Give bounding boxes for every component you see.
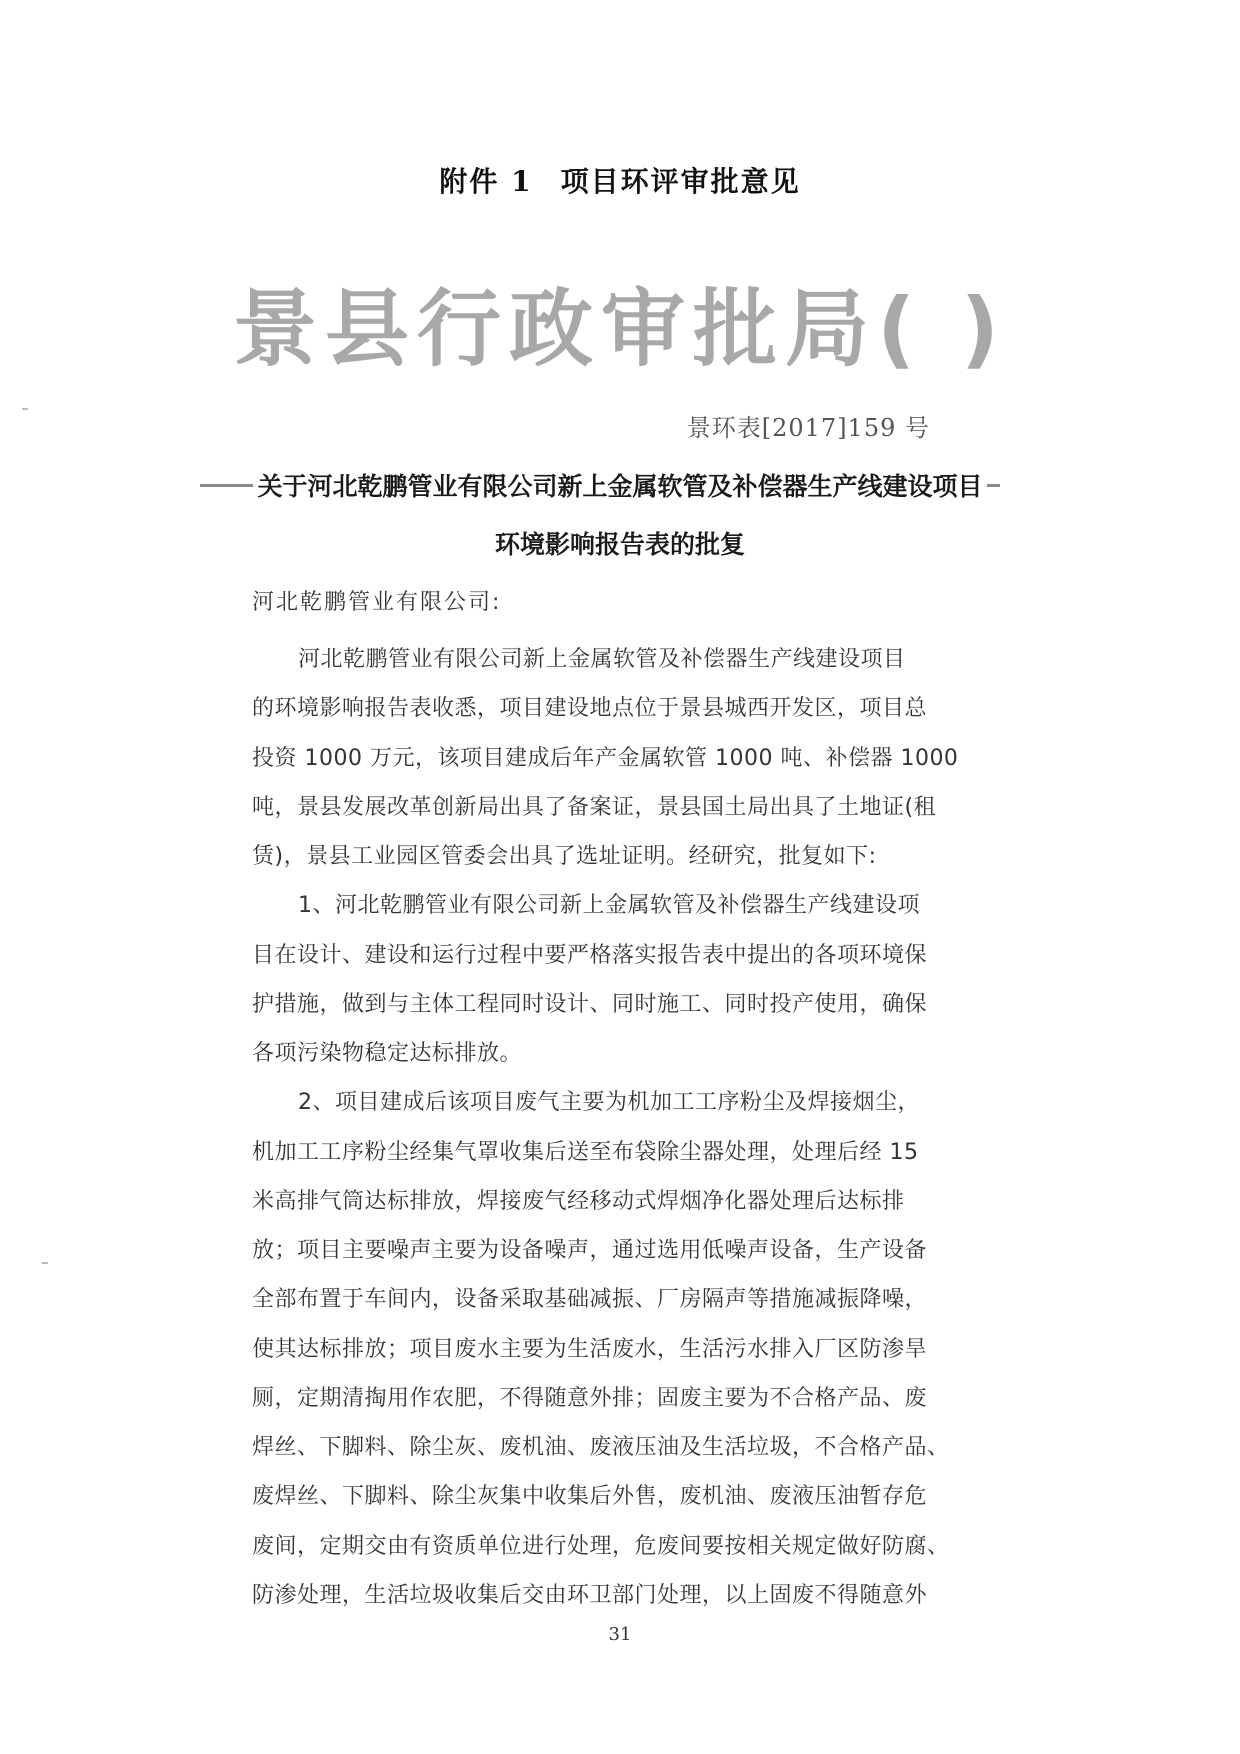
body-line: 吨，景县发展改革创新局出具了备案证，景县国土局出具了土地证(租 (252, 795, 937, 820)
body-line: 厕，定期清掏用作农肥，不得随意外排；固废主要为不合格产品、废 (252, 1386, 928, 1411)
body-line: 投资 1000 万元，该项目建成后年产金属软管 1000 吨、补偿器 1000 (252, 746, 959, 771)
body-line: 放；项目主要噪声主要为设备噪声，通过选用低噪声设备，生产设备 (252, 1238, 928, 1263)
body-line: 焊丝、下脚料、除尘灰、废机油、废液压油及生活垃圾，不合格产品、 (252, 1435, 950, 1460)
body-line: 2、项目建成后该项目废气主要为机加工工序粉尘及焊接烟尘， (298, 1090, 920, 1115)
body-line: 全部布置于车间内，设备采取基础减振、厂房隔声等措施减振降噪， (252, 1287, 928, 1312)
attachment-title (0, 160, 1240, 200)
scan-speck (42, 1262, 48, 1264)
body-line: 护措施，做到与主体工程同时设计、同时施工、同时投产使用，确保 (252, 992, 928, 1017)
addressee: 河北乾鹏管业有限公司: (252, 590, 502, 615)
subject-line-1-text: 关于河北乾鹏管业有限公司新上金属软管及补偿器生产线建设项目 (253, 472, 986, 501)
body-line: 1、河北乾鹏管业有限公司新上金属软管及补偿器生产线建设项 (298, 893, 920, 918)
subject-line-1 (0, 467, 1240, 503)
document-number: 景环表[2017]159 号 (686, 414, 930, 442)
body-line: 的环境影响报告表收悉，项目建设地点位于景县城西开发区，项目总 (252, 696, 928, 721)
body-line: 河北乾鹏管业有限公司新上金属软管及补偿器生产线建设项目 (298, 647, 906, 672)
attachment-heading: 项目环评审批意见 (560, 165, 801, 198)
attachment-label: 附件 1 (439, 165, 533, 198)
subject-line-2: 环境影响报告表的批复 (494, 530, 745, 559)
body-line: 废间，定期交由有资质单位进行处理，危废间要按相关规定做好防腐、 (252, 1534, 950, 1559)
page-number: 31 (608, 1624, 632, 1645)
body-line: 目在设计、建设和运行过程中要严格落实报告表中提出的各项环境保 (252, 943, 928, 968)
letterhead: 景县行政审批局( ) (232, 280, 1008, 378)
body-line: 防渗处理，生活垃圾收集后交由环卫部门处理，以上固废不得随意外 (252, 1583, 928, 1608)
body-line: 废焊丝、下脚料、除尘灰集中收集后外售，废机油、废液压油暂存危 (252, 1484, 928, 1509)
scan-speck (22, 408, 28, 410)
body-line: 各项污染物稳定达标排放。 (252, 1041, 523, 1066)
body-line: 米高排气筒达标排放，焊接废气经移动式焊烟净化器处理后达标排 (252, 1189, 905, 1214)
body-line: 赁)，景县工业园区管委会出具了选址证明。经研究，批复如下: (252, 844, 877, 869)
body-line: 机加工工序粉尘经集气罩收集后送至布袋除尘器处理，处理后经 15 (252, 1140, 919, 1165)
body-line: 使其达标排放；项目废水主要为生活废水，生活污水排入厂区防渗旱 (252, 1337, 928, 1362)
